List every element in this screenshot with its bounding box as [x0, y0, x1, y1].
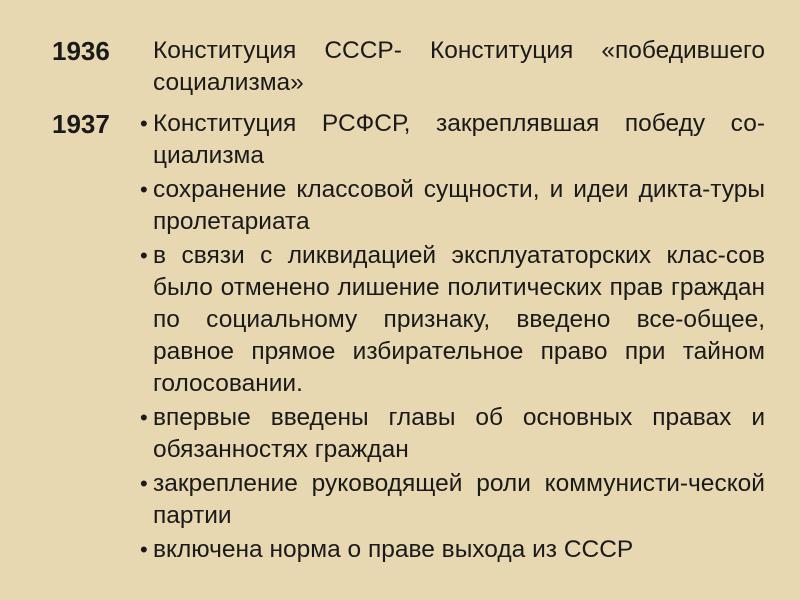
bullet-icon: • [140, 471, 148, 496]
bullet-text: включена норма о праве выхода из СССР [153, 536, 634, 563]
bullet-icon: • [140, 111, 148, 136]
bullet-text: сохранение классовой сущности, и идеи дикта-туры пролетариата [153, 176, 765, 235]
bullet-icon: • [140, 405, 148, 430]
bullet-item [136, 534, 765, 566]
bullet-text: в связи с ликвидацией эксплуататорских клас-сов было отменено лишение политических прав граждан по социальному признаку, введено все-общее, равное прямое избирательное право при тайном голосовании. [153, 242, 765, 397]
bullet-item [136, 468, 765, 532]
bullet-text: впервые введены главы об основных правах и обязанностях граждан [153, 404, 765, 463]
bullet-item [136, 402, 765, 466]
bullet-icon: • [140, 243, 148, 268]
bullet-item [136, 240, 765, 400]
bullet-icon: • [140, 177, 148, 202]
bullet-item [136, 174, 765, 238]
year-label-1937: 1937 [52, 109, 110, 139]
bullet-text: Конституция РСФСР, закреплявшая победу со-циализма [153, 110, 765, 169]
bullet-item [136, 108, 765, 172]
year-label-1936: 1936 [52, 36, 110, 66]
bullet-text: закрепление руководящей роли коммунисти-ческой партии [153, 470, 765, 529]
constitution-1936-text: Конституция СССР- Конституция «победившего социализма» [153, 37, 765, 96]
constitution-1937-bullet-list [136, 108, 765, 568]
bullet-icon: • [140, 537, 148, 562]
